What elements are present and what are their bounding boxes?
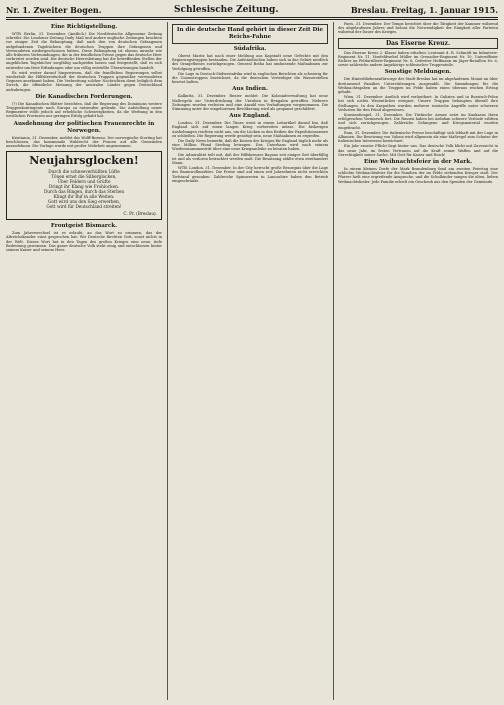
article-text: Kalkutta, 31. Dezember. Reuter meldet: Die Kolonialverwaltung hat neue Maßregeln zur Unterdrückung der Unruhen in Bengalen getroffen. Mehrere Zeitungen wurden verboten und eine Anzahl von Verhaftungen vorgenommen. Die Stimmung unter der eingeborenen Bevölkerung wird als gespannt geschildert. [172,94,328,112]
article-text: Paris, 31. Dezember. Der Temps berichtet über die Tätigkeit der Kammer während des abgelaufenen Jahres und betont die Notwendigkeit der Einigkeit aller Parteien während der Dauer des Krieges. [338,22,498,35]
article-text: Rom, 31. Dezember. Die italienische Presse beschäftigt sich lebhaft mit der Lage in Albanien. Die Besetzung von Valona wird allgemein als eine Maßregel zum Schutze der italienischen Interessen bezeichnet. [338,130,498,144]
poem-line: Tönen ernst die Silberglocken, [51,174,117,180]
article-heading: Sonstige Meldungen. [384,69,452,76]
article-text: Ein Jahr ernster Pflicht liegt hinter uns. Das deutsche Volk blickt mit Zuversicht in das neue Jahr, im festen Vertrauen auf die Kraft seiner Waffen und auf die Gerechtigkeit seiner Sache. Mit Gott für Kaiser und Reich! [338,144,498,157]
poem-box [6,151,162,220]
column-2 [172,22,328,700]
article-text: London, 31. Dezember. Die Times weist in einem Leitartikel darauf hin, daß England sich auf einen langen Krieg vorbereiten müsse. Die bisherigen Aushebungen reichten nicht aus, um die Lücken in den Reihen der Expeditionsarmee zu schließen. Die Regierung werde genötigt sein, neue Maßnahmen zu ergreifen. [172,121,328,138]
article-text: Wien, 31. Dezember. Amtlich wird verlautbart: In Galizien und in Russisch-Polen hat sich nichts Wesentliches ereignet. Unsere Truppen behaupten überall ihre Stellungen. In den Karpathen wurden mehrere russische Angriffe unter schweren Verlusten für den Feind abgewiesen. [338,95,498,112]
article-text: Die Daily News bemerkt, daß die Kosten des Krieges für England täglich mehr als eine Million Pfund Sterling betragen. Das Unterhaus wird nach seinem Wiederzusammentritt über eine neue Kriegsanleihe zu beraten haben. [172,139,328,152]
article-heading: Aus England. [229,113,271,120]
poem-line: Klingt ihr Ruf in alle Weiten: [53,194,115,200]
article-text: Konstantinopel, 31. Dezember. Die Türkische Armee setzt im Kaukasus ihren erfolgreichen Vormarsch fort. Die Russen haben bei Ardahan schwere Verluste erlitten und sich zurückgezogen. Zahlreiche Gefangene und Kriegsmaterial wurden eingebracht. [338,113,498,130]
poem-title: Neujahrsglocken! [29,154,139,168]
poem-line: Über Feldern und Grüfte [57,179,111,185]
issue-date: Breslau. Freitag, 1. Januar 1915. [350,5,498,15]
article-heading-boxed: Das Eiserne Kreuz. [338,38,498,49]
article-heading: Frontgeist Bismarck. [50,223,118,230]
article-text: Oberst Maritz hat nach einer Meldung aus Kapstadt neue Gefechte mit den Regierungstruppen bestanden. Die Aufständischen haben sich in das Gebiet nördlich des Oranjeflusses zurückgezogen. General Botha hat umfassende Maßnahmen zur Verfolgung getroffen. [172,54,328,71]
article-heading: Eine Richtigstellung. [50,24,118,30]
column-1 [6,22,162,700]
column-divider [333,22,334,700]
article-text: Das Eiserne Kreuz 2. Klasse haben erhalten: Leutnant d. R. Schmidt im Infanterie-Regiment Nr. 11, Vizefeldwebel Müller im Grenadier-Regiment Nr. 10, Unteroffizier Richter im Feldartillerie-Regiment Nr. 6, Gefreiter Hoffmann im Jäger-Bataillon Nr. 6, sowie zahlreiche andere Angehörige schlesischer Truppenteile. [338,50,498,68]
masthead-rule-2 [6,19,498,20]
article-text: Die Hinterbliebenenfürsorge der Stadt Breslau hat im abgelaufenen Monat an über dreitausend Familien Unterstützungen ausgezahlt. Die Sammlungen für die Weihnachtsgaben an die Truppen im Felde haben einen überaus reichen Ertrag gehabt. [338,77,498,95]
article-heading: Ausdehnung der politischen Frauenrechte in Norwegen. [13,120,155,134]
article-heading: Die Kanadischen Forderungen. [35,93,133,100]
poem-line: Gott wird für Deutschland streiten! [46,204,122,210]
notice-text: In die deutsche Hand gehört in dieser Zeit Die Reichs-Fahne [176,27,324,40]
column-3 [338,22,498,700]
masthead-rule [6,17,498,18]
article-heading: Eine Weihnachtsfeier in der Mark. [363,159,473,166]
article-text: (?) Die Kanadischen Blätter berichten, daß die Regierung des Dominions weitere Truppenkontingente nach Europa zu entsenden gedenkt. Die Aufstellung neuer Regimenter stößt jedoch auf erhebliche Schwierigkeiten, da die Werbung in den westlichen Provinzen nur geringen Erfolg gehabt hat. [6,101,162,119]
notice-box [172,24,328,44]
article-text: Es wird weiter darauf hingewiesen, daß die feindlichen Regierungen selbst wiederholt die Hilfsbereitschaft der deutschen Truppen gegenüber verwundeten Gegnern anerkannt haben. Die Verbreitung solcher Nachrichten dient lediglich dem Zweck, die öffentliche Meinung der neutralen Länder gegen Deutschland aufzubringen. [6,70,162,92]
poem-line: Gott wird uns den Sieg erwerben, [48,199,120,205]
article-text: Die Admiralität teilt mit, daß der Hilfskreuzer Bayano seit einiger Zeit überfällig ist und als verloren betrachtet werden muß. Die Besatzung zählte etwa zweihundert Mann. [172,152,328,166]
article-text: Zum Jahreswechsel ist es erlaubt, an das Wort zu erinnern, das der Altreichskanzler einst gesprochen hat: Wir Deutsche fürchten Gott, sonst nichts in der Welt. Dieses Wort hat in den Tagen des großen Krieges eine neue, tiefe Bedeutung gewonnen. Das ganze deutsche Volk steht einig und entschlossen hinter seinem Kaiser und seinem Heer. [6,231,162,253]
article-text: Kristiania, 31. Dezember, meldet das Wolff-Bureau: Der norwegische Storting hat beschlossen, das kommunale Wahlrecht der Frauen auf alle Gemeinden auszudehnen. Die Vorlage wurde mit großer Mehrheit angenommen. [6,135,162,149]
article-text: In einem kleinen Dorfe der Mark Brandenburg fand am zweiten Feiertag eine schlichte Weihnachtsfeier für die Familien der im Felde stehenden Krieger statt. Der Pfarrer hielt eine ergreifende Ansprache, und die Schulkinder sangen die alten, lieben Weihnachtslieder. Jede Familie erhielt ein Geschenk aus den Spenden der Gemeinde. [338,167,498,184]
article-heading: Südafrika. [233,46,267,52]
poem-line: Durch das Ringen, durch das Sterben [43,189,125,195]
poem-line: Dringt ihr Klang wie Frohlocken. [48,184,120,190]
article-text: Die Lage in Deutsch-Südwestafrika wird in englischen Berichten als schwierig für die Unionstruppen bezeichnet, da die deutschen Verteidiger die Wasserstellen besetzt halten. [172,71,328,85]
article-text: WTB. Berlin, 31. Dezember. (Amtlich.) Die Norddeutsche Allgemeine Zeitung schreibt: Die Londoner Zeitung Daily Mail und andere englische Zeitungen brachten vor einiger Zeit die Behauptung, daß nach den von deutschen Gefangenen aufgefundenen Tagebüchern die deutschen Truppen ihre Gefangenen und Verwundeten niedergeschossen hätten. Diese Behauptung ist ebenso unwahr wie alle früheren Verleumdungen, die in der feindlichen Presse gegen das deutsche Heer verbreitet worden sind. Die deutsche Heeresleitung hat die betreffenden Stellen der angeblichen Tagebücher sorgfältig nachprüfen lassen und festgestellt, daß es sich entweder um freie Erfindungen oder um völlig entstellte Übersetzungen handelt. [6,32,162,70]
masthead [6,4,498,16]
poem-signature: C. Pr. (Breslau). [123,211,157,217]
article-heading: Aus Indien. [232,86,268,93]
poem-line: Durch die schneeverhüllten Lüfte [48,169,120,175]
issue-number: Nr. 1. Zweiter Bogen. [6,5,102,15]
column-divider [167,22,168,700]
newspaper-title: Schlesische Zeitung. [173,5,279,15]
article-text: WTB. London, 31. Dezember. In der City herrscht große Besorgnis über die Lage des Baumwollmarktes. Die Preise sind auf einen seit Jahrzehnten nicht erreichten Tiefstand gesunken. Zahlreiche Spinnereien in Lancashire haben den Betrieb eingeschränkt. [172,166,328,183]
